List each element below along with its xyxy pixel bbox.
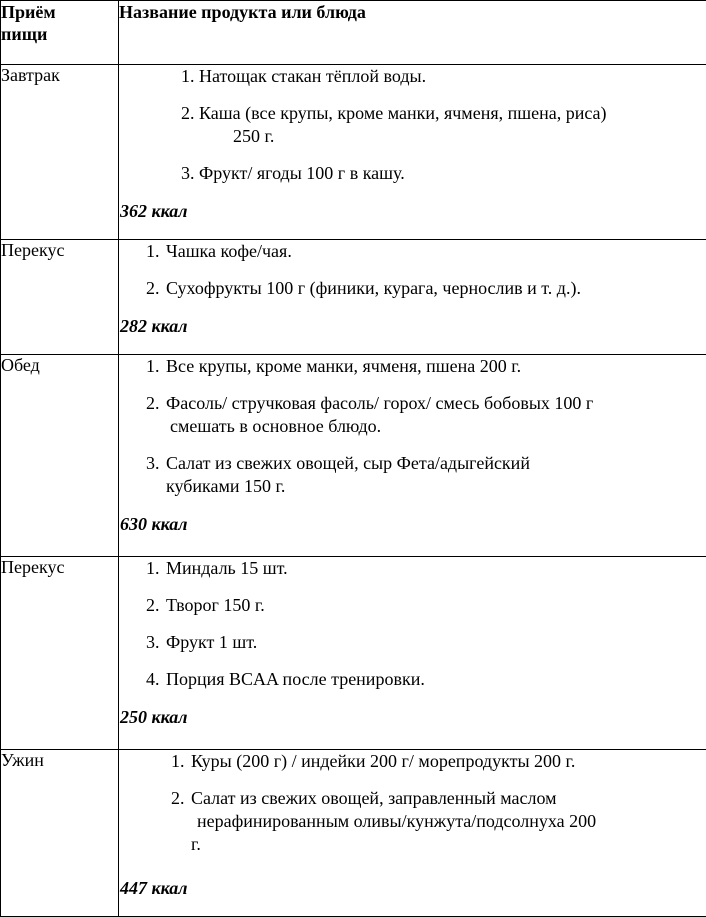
header-row <box>1 1 706 65</box>
meal-items-list <box>119 65 706 185</box>
item-number: 3. <box>146 631 160 654</box>
list-item <box>119 557 706 580</box>
item-number: 4. <box>146 668 160 691</box>
item-text-continued: кубиками 150 г. <box>166 475 706 498</box>
list-item <box>119 392 706 438</box>
item-number: 1. <box>146 355 160 378</box>
meal-items-list <box>119 557 706 691</box>
item-text: Все крупы, кроме манки, ячменя, пшена 200 г. <box>166 356 521 376</box>
list-item <box>119 750 706 773</box>
meal-content-snack-2 <box>119 557 706 750</box>
item-text: Натощак стакан тёплой воды. <box>199 66 426 86</box>
item-number: 3. <box>181 162 195 185</box>
header-product-name: Название продукта или блюда <box>119 1 706 65</box>
meal-items-list <box>119 240 706 300</box>
item-text: Фрукт 1 шт. <box>166 632 257 652</box>
meal-name-lunch: Обед <box>1 355 119 557</box>
table-row <box>1 557 706 750</box>
item-text-continued: г. <box>191 833 706 856</box>
meal-name-snack-2: Перекус <box>1 557 119 750</box>
item-number: 2. <box>146 277 160 300</box>
item-text: Фасоль/ стручковая фасоль/ горох/ смесь бобовых 100 г <box>166 393 593 413</box>
meal-name-breakfast: Завтрак <box>1 65 119 240</box>
item-text-continued: смешать в основное блюдо. <box>166 415 706 438</box>
calories-total: 447 ккал <box>119 876 706 899</box>
item-text-continued: 250 г. <box>199 125 706 148</box>
header-meal-time-line1: Приём <box>1 2 56 22</box>
table-row <box>1 750 706 917</box>
list-item <box>119 162 706 185</box>
meal-items-list <box>119 355 706 498</box>
item-text: Каша (все крупы, кроме манки, ячменя, пшена, риса) <box>199 103 607 123</box>
table-row <box>1 65 706 240</box>
item-text: Сухофрукты 100 г (финики, курага, чернослив и т. д.). <box>166 278 581 298</box>
item-text: Куры (200 г) / индейки 200 г/ морепродукты 200 г. <box>191 751 575 771</box>
item-text: Фрукт/ ягоды 100 г в кашу. <box>199 163 405 183</box>
item-number: 2. <box>146 594 160 617</box>
meal-content-lunch <box>119 355 706 557</box>
list-item <box>119 452 706 498</box>
item-number: 1. <box>146 240 160 263</box>
list-item <box>119 594 706 617</box>
list-item <box>119 65 706 88</box>
list-item <box>119 102 706 148</box>
item-text: Салат из свежих овощей, заправленный маслом <box>191 788 557 808</box>
header-meal-time <box>1 1 119 65</box>
meal-content-breakfast <box>119 65 706 240</box>
table-row <box>1 355 706 557</box>
list-item <box>119 240 706 263</box>
item-text: Чашка кофе/чая. <box>166 241 292 261</box>
list-item <box>119 668 706 691</box>
item-number: 3. <box>146 452 160 475</box>
calories-total: 630 ккал <box>119 512 706 535</box>
list-item <box>119 277 706 300</box>
item-number: 2. <box>146 392 160 415</box>
item-text: Миндаль 15 шт. <box>166 558 288 578</box>
calories-total: 362 ккал <box>119 199 706 222</box>
list-item <box>119 787 706 856</box>
list-item <box>119 355 706 378</box>
meal-name-dinner: Ужин <box>1 750 119 917</box>
item-number: 1. <box>171 750 185 773</box>
table-row <box>1 240 706 355</box>
item-number: 2. <box>181 102 195 125</box>
meal-name-snack-1: Перекус <box>1 240 119 355</box>
calories-total: 282 ккал <box>119 314 706 337</box>
header-meal-time-line2: пищи <box>1 24 47 44</box>
item-number: 2. <box>171 787 185 810</box>
item-text-continued: нерафинированным оливы/кунжута/подсолнуха 200 <box>191 810 706 833</box>
item-text: Салат из свежих овощей, сыр Фета/адыгейский <box>166 453 530 473</box>
item-text: Порция BCAA после тренировки. <box>166 669 425 689</box>
meal-content-dinner <box>119 750 706 917</box>
item-text: Творог 150 г. <box>166 595 265 615</box>
item-number: 1. <box>146 557 160 580</box>
calories-total: 250 ккал <box>119 705 706 728</box>
list-item <box>119 631 706 654</box>
meal-items-list <box>119 750 706 856</box>
item-number: 1. <box>181 65 195 88</box>
meal-content-snack-1 <box>119 240 706 355</box>
